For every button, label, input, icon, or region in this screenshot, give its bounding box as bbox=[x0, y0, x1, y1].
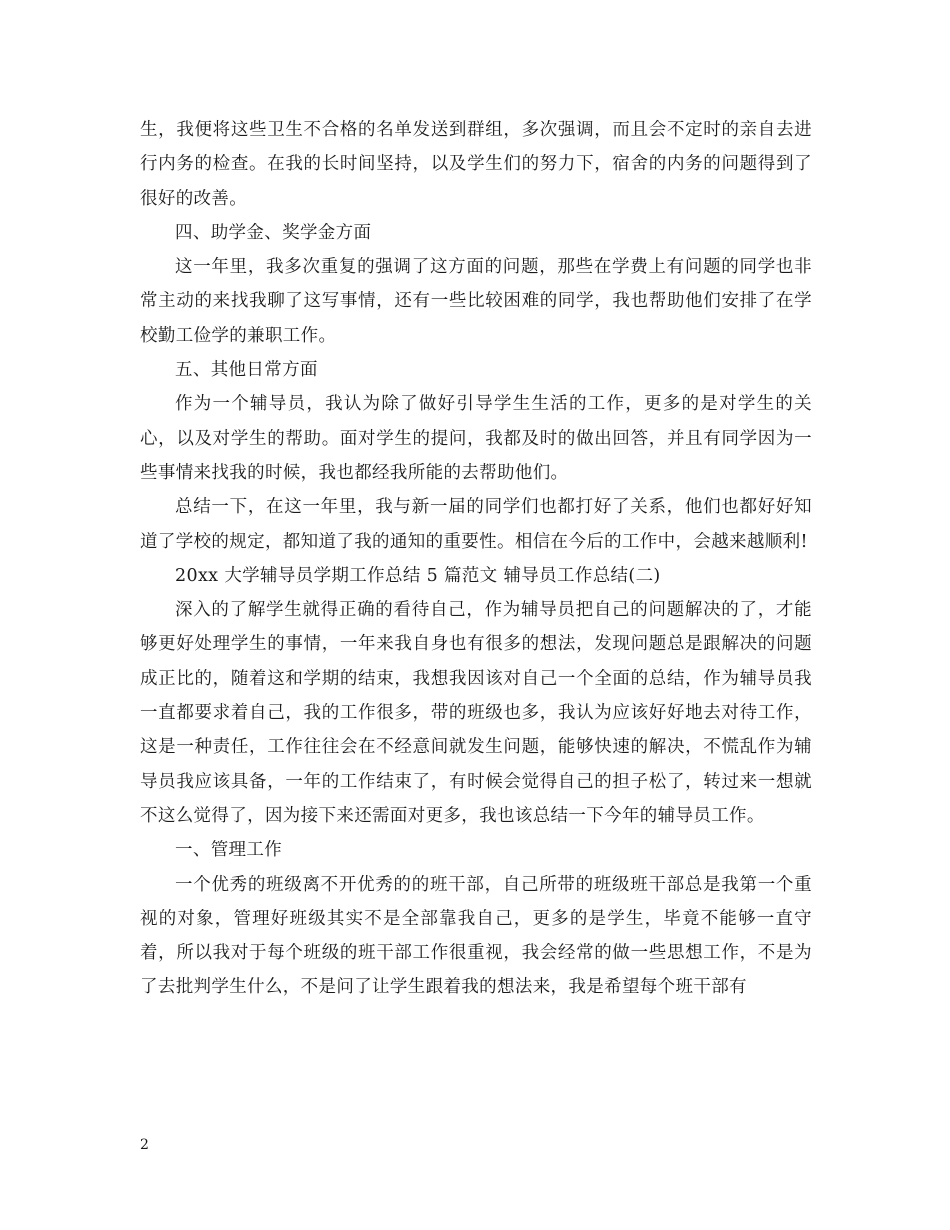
section-heading-4: 四、助学金、奖学金方面 bbox=[175, 222, 372, 243]
section-heading-5: 五、其他日常方面 bbox=[175, 360, 318, 381]
paragraph-4: 总结一下，在这一年里，我与新一届的同学们也都打好了关系，他们也都好好知道了学校的规定，都知道了我的通知的重要性。相信在今后的工作中，会越来越顺利! bbox=[140, 497, 812, 552]
paragraph-3: 作为一个辅导员，我认为除了做好引导学生生活的工作，更多的是对学生的关心，以及对学生的帮助。面对学生的提问，我都及时的做出回答，并且有同学因为一些事情来找我的时候，我也都经我所能的去帮助他们。 bbox=[140, 394, 812, 483]
paragraph-1: 生，我便将这些卫生不合格的名单发送到群组，多次强调，而且会不定时的亲自去进行内务的检查。在我的长时间坚持，以及学生们的努力下，宿舍的内务的问题得到了很好的改善。 bbox=[140, 120, 812, 209]
paragraph-5: 深入的了解学生就得正确的看待自己，作为辅导员把自己的问题解决的了，才能够更好处理学生的事情，一年来我自身也有很多的想法，发现问题总是跟解决的问题成正比的，随着这和学期的结束，我想我因该对自己一个全面的总结，作为辅导员我一直都要求着自己，我的工作很多，带的班级也多，我认为应该好好地去对待工作，这是一种责任，工作往往会在不经意间就发生问题，能够快速的解决，不慌乱作为辅导员我应该具备，一年的工作结束了，有时候会觉得自己的担子松了，转过来一想就不这么觉得了，因为接下来还需面对更多，我也该总结一下今年的辅导员工作。 bbox=[140, 600, 812, 826]
document-body bbox=[140, 113, 812, 1005]
paragraph-6: 一个优秀的班级离不开优秀的的班干部，自己所带的班级班干部总是我第一个重视的对象，管理好班级其实不是全部靠我自己，更多的是学生，毕竟不能够一直守着，所以我对于每个班级的班干部工作很重视，我会经常的做一些思想工作，不是为了去批判学生什么，不是问了让学生跟着我的想法来，我是希望每个班干部有 bbox=[140, 874, 812, 998]
paragraph-2: 这一年里，我多次重复的强调了这方面的问题，那些在学费上有问题的同学也非常主动的来找我聊了这写事情，还有一些比较困难的同学，我也帮助他们安排了在学校勤工俭学的兼职工作。 bbox=[140, 257, 812, 346]
article-title: 20xx 大学辅导员学期工作总结 5 篇范文 辅导员工作总结(二) bbox=[175, 565, 661, 586]
page-number: 2 bbox=[140, 1137, 149, 1153]
section-heading-1: 一、管理工作 bbox=[175, 840, 283, 861]
